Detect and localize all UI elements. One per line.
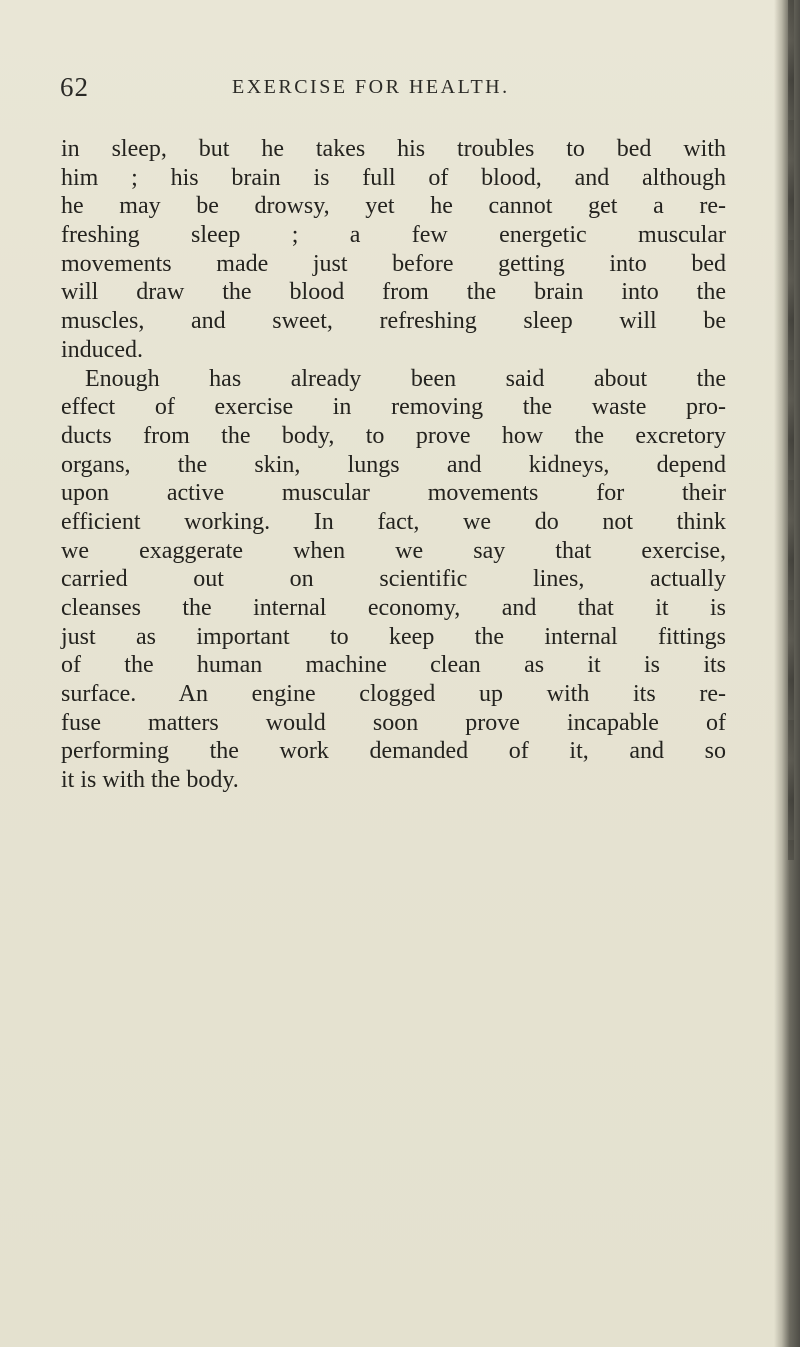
- text-line: will draw the blood from the brain into the: [61, 279, 726, 306]
- running-head: [60, 72, 720, 112]
- paragraph-1: [61, 135, 726, 365]
- text-line: effect of exercise in removing the waste pro-: [61, 394, 726, 421]
- text-line: him ; his brain is full of blood, and although: [61, 164, 726, 191]
- running-head-title: EXERCISE FOR HEALTH.: [232, 76, 510, 98]
- text-line: ducts from the body, to prove how the excretory: [61, 422, 726, 449]
- body-text: [61, 135, 726, 795]
- text-line: we exaggerate when we say that exercise,: [61, 537, 726, 564]
- text-line: movements made just before getting into bed: [61, 250, 726, 277]
- text-line: surface. An engine clogged up with its re-: [61, 681, 726, 708]
- text-line: efficient working. In fact, we do not think: [61, 508, 726, 535]
- text-line: fuse matters would soon prove incapable of: [61, 709, 726, 736]
- text-line: freshing sleep ; a few energetic muscular: [61, 222, 726, 249]
- text-line: it is with the body.: [61, 767, 239, 794]
- text-line: in sleep, but he takes his troubles to bed with: [61, 136, 726, 162]
- text-line: Enough has already been said about the: [85, 365, 726, 392]
- text-line: organs, the skin, lungs and kidneys, depend: [61, 451, 726, 478]
- text-line: carried out on scientific lines, actually: [61, 566, 726, 593]
- text-line: muscles, and sweet, refreshing sleep will be: [61, 308, 726, 335]
- page-edge-shadow: [774, 0, 800, 1347]
- page-number: 62: [60, 72, 89, 102]
- text-line: just as important to keep the internal fittings: [61, 623, 726, 650]
- text-line: cleanses the internal economy, and that it is: [61, 595, 726, 621]
- text-line: he may be drowsy, yet he cannot get a re-: [61, 193, 726, 220]
- text-line: induced.: [61, 336, 143, 363]
- paragraph-2: [61, 365, 726, 795]
- text-line: performing the work demanded of it, and so: [61, 738, 726, 765]
- adjacent-page-edge: [788, 0, 794, 860]
- text-line: upon active muscular movements for their: [61, 480, 726, 507]
- text-line: of the human machine clean as it is its: [61, 652, 726, 679]
